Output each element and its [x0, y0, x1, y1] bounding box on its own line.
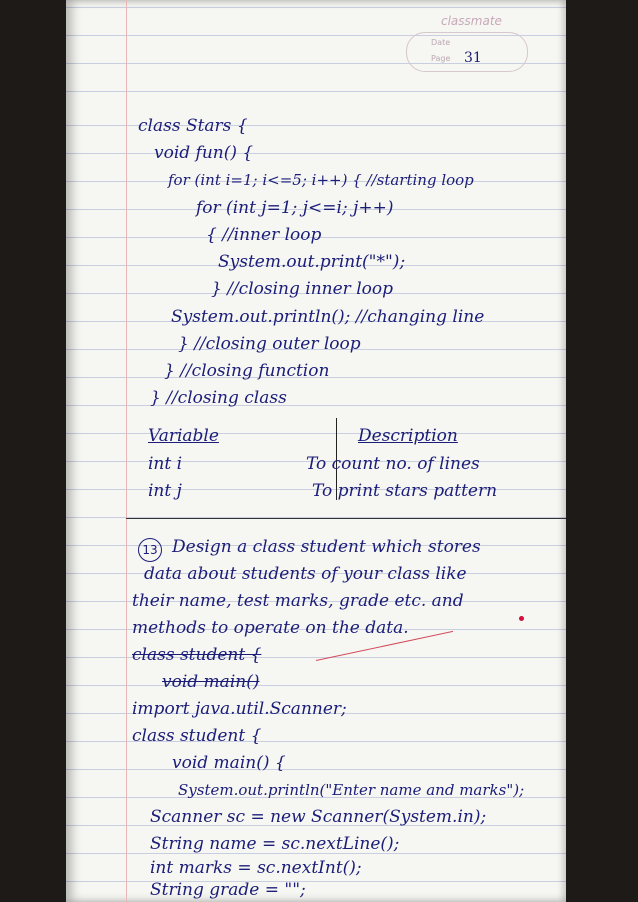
table-header-description: Description [358, 426, 458, 446]
struck-code-line: class student { [132, 645, 262, 665]
code-line: for (int j=1; j<=i; j++) [196, 198, 394, 218]
question-number: 13 [138, 538, 162, 562]
code-line: System.out.println(); //changing line [171, 307, 485, 327]
table-cell: int i [148, 454, 183, 474]
code-line: int marks = sc.nextInt(); [150, 858, 362, 878]
section-divider [126, 518, 566, 519]
code-line: { //inner loop [206, 225, 322, 245]
code-line: } //closing outer loop [178, 334, 361, 354]
table-header-variable: Variable [148, 426, 219, 446]
question-text: data about students of your class like [144, 564, 467, 584]
red-ink-dot [519, 616, 524, 621]
struck-code-line: void main() [162, 672, 260, 692]
table-cell: int j [148, 481, 182, 501]
code-line: class student { [132, 726, 262, 746]
code-line: for (int i=1; i<=5; i++) { //starting loop [168, 171, 474, 189]
page-label: Page [431, 54, 451, 63]
page-number: 31 [464, 50, 482, 66]
code-line: import java.util.Scanner; [132, 699, 347, 719]
question-text: their name, test marks, grade etc. and [132, 591, 464, 611]
code-line: System.out.println("Enter name and marks"); [178, 781, 525, 799]
code-line: void fun() { [154, 143, 254, 163]
question-text: methods to operate on the data. [132, 618, 409, 638]
code-line: } //closing class [150, 388, 287, 408]
code-line: class Stars { [138, 116, 248, 136]
code-line: } //closing function [164, 361, 330, 381]
code-line: void main() { [172, 753, 286, 773]
code-line: } //closing inner loop [211, 279, 393, 299]
margin-line [126, 0, 127, 902]
code-line: String grade = ""; [150, 880, 306, 900]
table-cell: To print stars pattern [312, 481, 498, 501]
code-line: String name = sc.nextLine(); [150, 834, 400, 854]
question-text: Design a class student which stores [172, 537, 481, 557]
table-cell: To count no. of lines [306, 454, 480, 474]
notebook-page [66, 0, 566, 902]
notebook-brand: classmate [441, 14, 502, 28]
code-line: System.out.print("*"); [218, 252, 406, 272]
code-line: Scanner sc = new Scanner(System.in); [150, 807, 487, 827]
date-label: Date [431, 38, 451, 47]
